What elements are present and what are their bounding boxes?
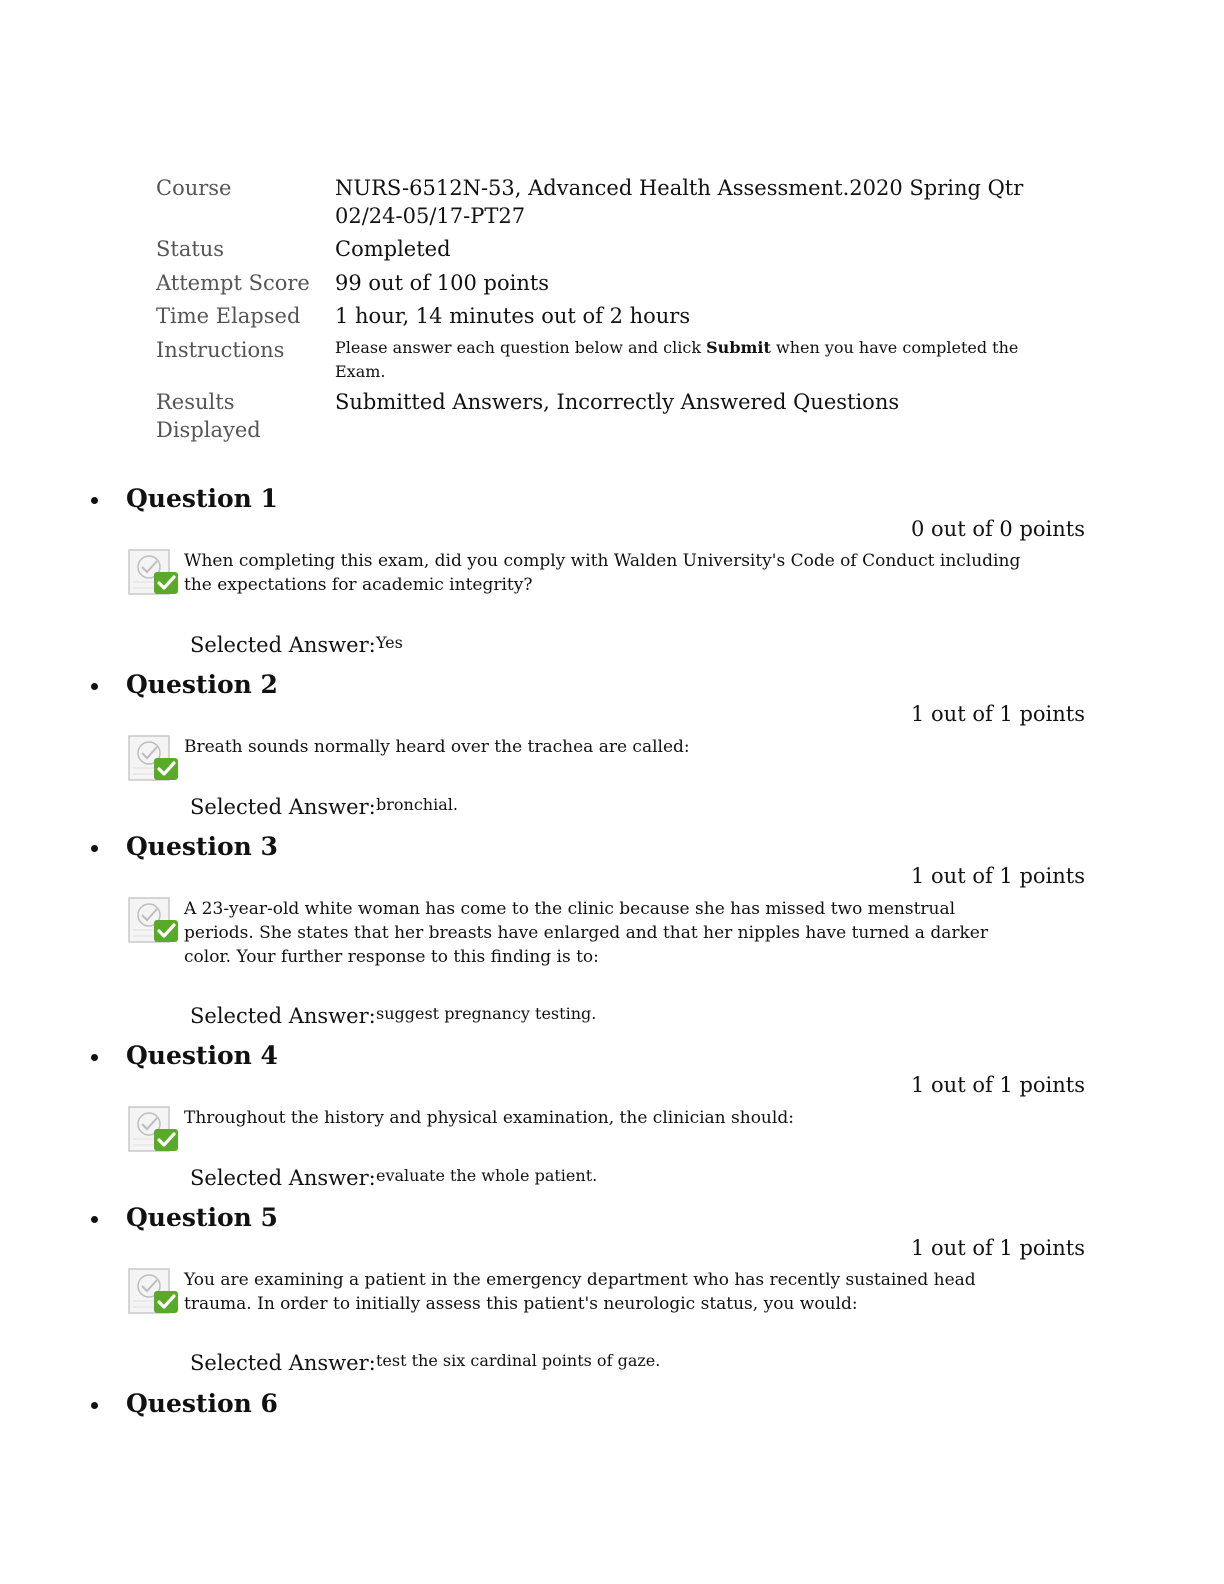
question-2-selected-answer: bronchial. bbox=[376, 795, 458, 814]
results-displayed-value: Submitted Answers, Incorrectly Answered Questions bbox=[335, 390, 900, 414]
correct-answer-check-icon bbox=[127, 1105, 181, 1155]
question-3-selected-answer: suggest pregnancy testing. bbox=[376, 1004, 597, 1023]
correct-answer-check-icon bbox=[127, 1267, 181, 1317]
correct-answer-check-icon bbox=[127, 548, 181, 598]
instructions-label: Instructions bbox=[156, 338, 285, 362]
course-value: NURS-6512N-53, Advanced Health Assessment.2020 Spring Qtr 02/24-05/17-PT27 bbox=[335, 176, 1024, 228]
results-displayed-label: Results Displayed bbox=[156, 390, 261, 442]
question-2-title: Question 2 bbox=[126, 670, 278, 699]
course-label: Course bbox=[156, 176, 232, 200]
question-3-title: Question 3 bbox=[126, 832, 278, 861]
question-5-title: Question 5 bbox=[126, 1203, 278, 1232]
question-4-selected-answer: evaluate the whole patient. bbox=[376, 1166, 598, 1185]
question-4-text: Throughout the history and physical examination, the clinician should: bbox=[184, 1108, 794, 1128]
correct-answer-check-icon bbox=[127, 734, 181, 784]
question-4-points: 1 out of 1 points bbox=[911, 1073, 1085, 1097]
question-3-points: 1 out of 1 points bbox=[911, 864, 1085, 888]
status-label: Status bbox=[156, 237, 225, 261]
time-elapsed-label: Time Elapsed bbox=[156, 304, 301, 328]
question-1-points: 0 out of 0 points bbox=[911, 517, 1085, 541]
instructions-value bbox=[335, 336, 1065, 384]
time-elapsed-value: 1 hour, 14 minutes out of 2 hours bbox=[335, 304, 691, 328]
instructions-prefix: Please answer each question below and click bbox=[335, 338, 707, 357]
question-2-selected-answer-label: Selected Answer: bbox=[190, 795, 376, 819]
question-1-bullet bbox=[91, 497, 98, 504]
question-2-text: Breath sounds normally heard over the trachea are called: bbox=[184, 737, 690, 757]
question-5-points: 1 out of 1 points bbox=[911, 1236, 1085, 1260]
question-4-title: Question 4 bbox=[126, 1041, 278, 1070]
question-5-selected-answer-label: Selected Answer: bbox=[190, 1351, 376, 1375]
question-1-selected-answer: Yes bbox=[376, 633, 403, 652]
question-3-bullet bbox=[91, 845, 98, 852]
question-5-text: You are examining a patient in the emergency department who has recently sustained head trauma. In order to initially assess this patient's neurologic status, you would: bbox=[184, 1270, 976, 1314]
question-3-text: A 23-year-old white woman has come to the clinic because she has missed two menstrual periods. She states that her breasts have enlarged and that her nipples have turned a darker color. Your further response to this finding is to: bbox=[184, 899, 988, 967]
question-5-selected-answer: test the six cardinal points of gaze. bbox=[376, 1351, 661, 1370]
question-1-selected-answer-label: Selected Answer: bbox=[190, 633, 376, 657]
question-4-bullet bbox=[91, 1054, 98, 1061]
question-1-title: Question 1 bbox=[126, 484, 278, 513]
attempt-score-value: 99 out of 100 points bbox=[335, 271, 550, 295]
question-5-bullet bbox=[91, 1216, 98, 1223]
correct-answer-check-icon bbox=[127, 896, 181, 946]
status-value: Completed bbox=[335, 237, 451, 261]
attempt-score-label: Attempt Score bbox=[156, 271, 310, 295]
instructions-suffix: when you have completed the Exam. bbox=[335, 338, 1019, 381]
question-2-points: 1 out of 1 points bbox=[911, 702, 1085, 726]
question-4-selected-answer-label: Selected Answer: bbox=[190, 1166, 376, 1190]
question-6-bullet bbox=[91, 1402, 98, 1409]
question-2-bullet bbox=[91, 683, 98, 690]
question-3-selected-answer-label: Selected Answer: bbox=[190, 1004, 376, 1028]
question-6-title: Question 6 bbox=[126, 1389, 278, 1418]
instructions-submit-word: Submit bbox=[706, 338, 771, 357]
question-1-text: When completing this exam, did you comply with Walden University's Code of Conduct including the expectations for academic integrity? bbox=[184, 551, 1021, 595]
